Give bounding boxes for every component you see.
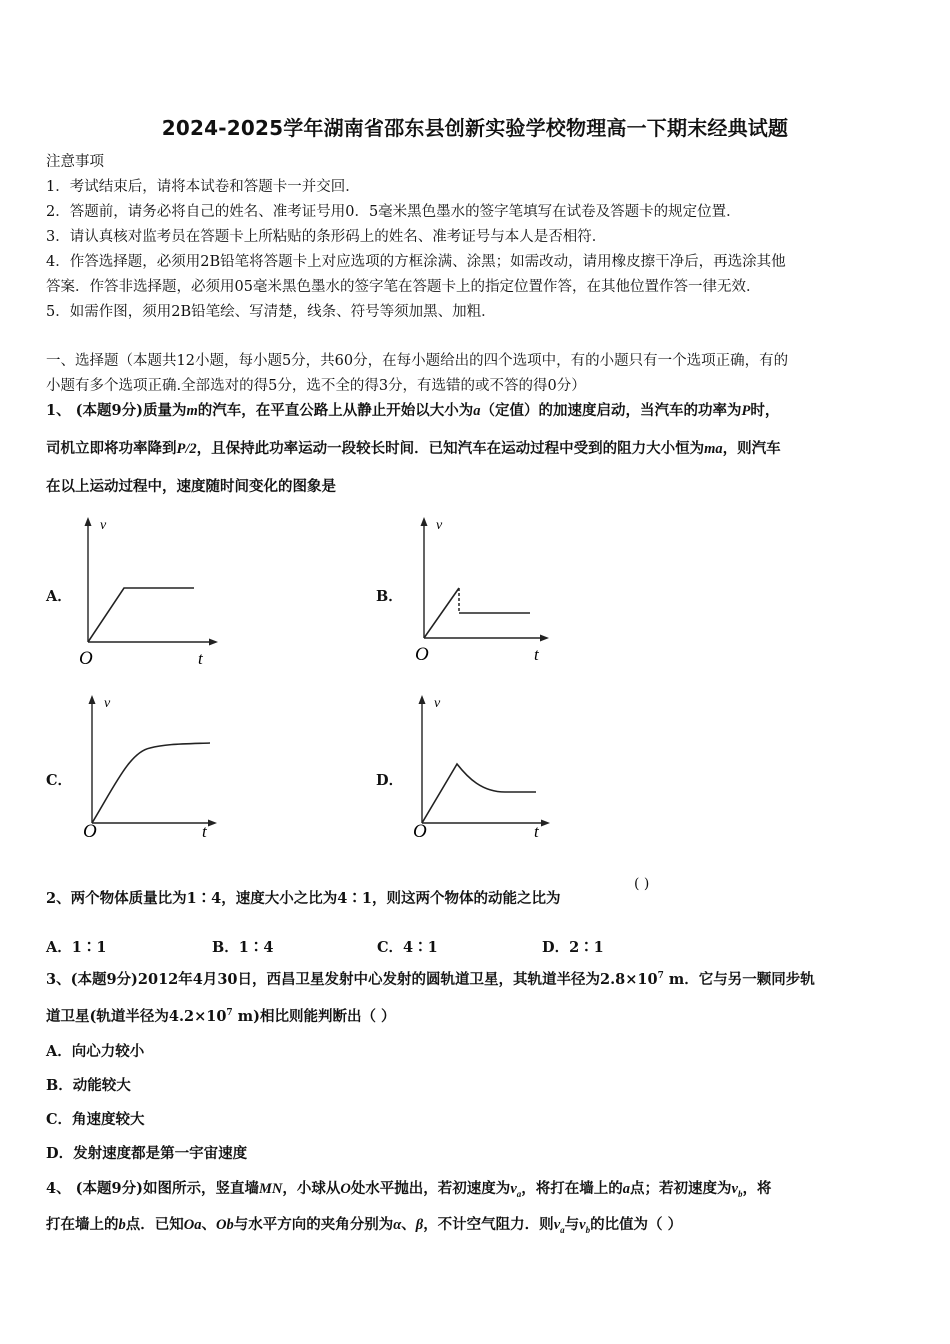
q1-option-d-graph[interactable]	[410, 690, 560, 850]
q2-option-b[interactable]: B．1∶4	[212, 939, 274, 956]
q2-option-c[interactable]: C．4∶1	[377, 939, 438, 956]
origin-label: O	[413, 821, 427, 842]
origin-label: O	[83, 821, 97, 842]
t-axis-label: t	[202, 822, 207, 841]
notice-item: 4．作答选择题，必须用2B铅笔将答题卡上对应选项的方框涂满、涂黑；如需改动，请用橡皮擦干净后，再选涂其他	[46, 254, 786, 270]
q1-option-a-graph[interactable]	[76, 512, 226, 672]
t-axis-label: t	[534, 645, 539, 664]
q2-option-d[interactable]: D．2∶1	[542, 939, 604, 956]
v-axis-label: v	[100, 518, 107, 533]
notice-item: 1．考试结束后，请将本试卷和答题卡一并交回．	[46, 179, 360, 195]
q1-option-d-label[interactable]: D．	[376, 772, 404, 789]
q1-line3: 在以上运动过程中，速度随时间变化的图象是	[46, 478, 336, 495]
v-axis-label: v	[434, 696, 441, 711]
origin-label: O	[79, 648, 93, 669]
q3-option-c[interactable]: C．角速度较大	[46, 1111, 145, 1128]
q1-option-b-label[interactable]: B．	[376, 588, 403, 605]
section-heading: 一、选择题（本题共12小题，每小题5分，共60分，在每小题给出的四个选项中，有的小题只有一个选项正确，有的	[46, 353, 789, 369]
q3-option-b[interactable]: B．动能较大	[46, 1077, 131, 1094]
q1-option-c-label[interactable]: C．	[46, 772, 73, 789]
q2-stem: 2、两个物体质量比为1∶4，速度大小之比为4∶1，则这两个物体的动能之比为	[46, 890, 561, 907]
q3-line1: 3、(本题9分)2012年4月30日，西昌卫星发射中心发射的圆轨道卫星，其轨道半径为$2.8\times 10^7$ m．它与另一颗同步轨	[46, 971, 815, 988]
origin-label: O	[415, 644, 429, 665]
q3-option-a[interactable]: A．向心力较小	[46, 1043, 145, 1060]
q1-line2: 司机立即将功率降到P/2，且保持此功率运动一段较长时间．已知汽车在运动过程中受到的阻力大小恒为ma，则汽车	[46, 440, 781, 457]
notice-heading: 注意事项	[46, 154, 104, 170]
t-axis-label: t	[534, 822, 539, 841]
q1-option-b-graph[interactable]	[412, 512, 562, 672]
q1-line1: 1、 (本题9分)质量为m的汽车，在平直公路上从静止开始以大小为a（定值）的加速度启动，当汽车的功率为P时，	[46, 402, 780, 419]
v-axis-label: v	[104, 696, 111, 711]
q3-option-d[interactable]: D．发射速度都是第一宇宙速度	[46, 1145, 248, 1162]
q1-option-c-graph[interactable]	[80, 690, 230, 850]
notice-item: 3．请认真核对监考员在答题卡上所粘贴的条形码上的姓名、准考证号与本人是否相符．	[46, 229, 607, 245]
section-heading-cont: 小题有多个选项正确.全部选对的得5分，选不全的得3分，有选错的或不答的得0分）	[46, 378, 586, 394]
notice-item: 2．答题前，请务必将自己的姓名、准考证号用0．5毫米黑色墨水的签字笔填写在试卷及答题卡的规定位置．	[46, 204, 741, 220]
q2-answer-paren: ( )	[634, 876, 650, 892]
q2-option-a[interactable]: A．1∶1	[46, 939, 107, 956]
q4-line2: 打在墙上的b点．已知Oa、Ob与水平方向的夹角分别为α、β，不计空气阻力．则$v_a$与$v_b$的比值为（ ）	[46, 1216, 683, 1235]
q3-line2: 道卫星(轨道半径为$4.2\times 10^7$ m)相比则能判断出（ ）	[46, 1008, 396, 1025]
notice-item: 答案．作答非选择题，必须用05毫米黑色墨水的签字笔在答题卡上的指定位置作答，在其他位置作答一律无效．	[46, 279, 761, 295]
v-axis-label: v	[436, 518, 443, 533]
t-axis-label: t	[198, 649, 203, 668]
notice-item: 5．如需作图，须用2B铅笔绘、写清楚，线条、符号等须加黑、加粗．	[46, 304, 496, 320]
q4-line1: 4、 (本题9分)如图所示，竖直墙MN，小球从O处水平抛出，若初速度为$v_a$，将打在墙上的a点；若初速度为$v_b$，将	[46, 1180, 772, 1199]
q1-option-a-label[interactable]: A．	[46, 588, 72, 605]
exam-title: 2024-2025学年湖南省邵东县创新实验学校物理高一下期末经典试题	[161, 116, 789, 140]
